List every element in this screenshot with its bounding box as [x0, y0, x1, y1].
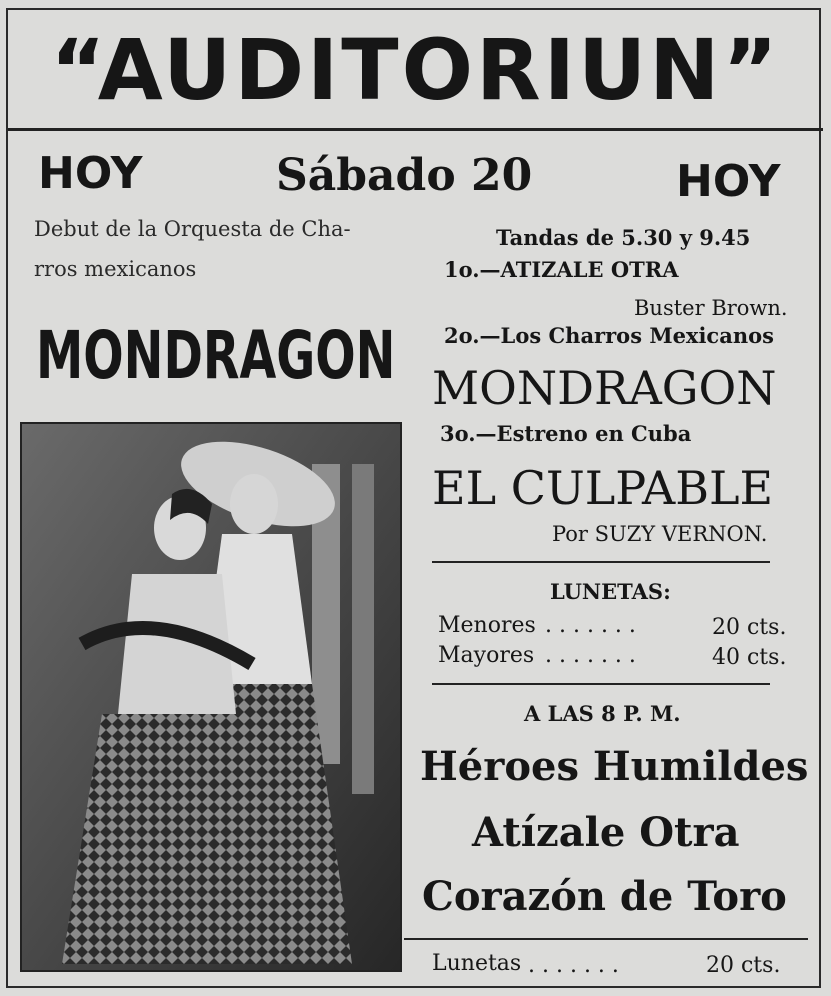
evening-film-1: Héroes Humildes	[420, 743, 809, 790]
hoy-right: HOY	[676, 156, 781, 207]
price-value-menores: 20 cts.	[712, 615, 787, 640]
program-item-2-name: MONDRAGON	[432, 361, 777, 415]
mondragon-headline-left: MONDRAGON	[36, 317, 396, 394]
performers-photo	[20, 422, 402, 972]
footer-dots: . . . . . . .	[528, 953, 619, 978]
lunetas-bottom-rule	[432, 683, 770, 685]
theater-title: “AUDITORIUN”	[50, 21, 781, 119]
program-item-1: 1o.—ATIZALE OTRA	[444, 257, 679, 282]
evening-film-2: Atízale Otra	[472, 809, 740, 856]
program-item-3-title: EL CULPABLE	[432, 461, 774, 515]
program-item-3: 3o.—Estreno en Cuba	[440, 421, 692, 446]
program-item-2: 2o.—Los Charros Mexicanos	[444, 323, 774, 348]
price-value-mayores: 40 cts.	[712, 645, 787, 670]
price-label-menores: Menores	[438, 613, 536, 638]
date-heading: Sábado 20	[276, 150, 533, 201]
debut-line-2: rros mexicanos	[34, 257, 197, 281]
program-item-1-credit: Buster Brown.	[634, 296, 788, 320]
price-label-mayores: Mayores	[438, 643, 535, 668]
debut-line-1: Debut de la Orquesta de Cha-	[34, 217, 351, 241]
hoy-left: HOY	[38, 148, 143, 199]
footer-price: 20 cts.	[706, 953, 781, 978]
footer-rule	[404, 938, 808, 940]
footer-label: Lunetas	[432, 951, 522, 976]
evening-film-3: Corazón de Toro	[422, 873, 787, 920]
lunetas-top-rule	[432, 561, 770, 563]
price-dots-menores: . . . . . . .	[545, 613, 636, 638]
tandas-line: Tandas de 5.30 y 9.45	[496, 225, 751, 250]
lunetas-heading: LUNETAS:	[550, 579, 671, 604]
price-dots-mayores: . . . . . . .	[545, 643, 636, 668]
program-item-3-credit: Por SUZY VERNON.	[552, 522, 768, 546]
photo-illustration	[22, 424, 402, 972]
title-divider	[8, 128, 823, 131]
evening-heading: A LAS 8 P. M.	[524, 701, 681, 726]
